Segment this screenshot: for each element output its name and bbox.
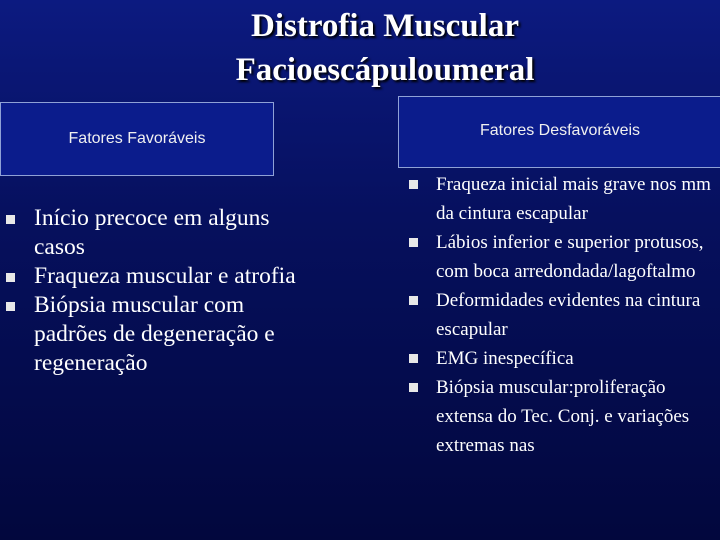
unfavorable-factors-header-label: Fatores Desfavoráveis <box>479 122 641 139</box>
list-item <box>34 262 314 291</box>
unfavorable-factors-header <box>398 96 720 168</box>
square-bullet-icon <box>409 354 418 363</box>
square-bullet-icon <box>409 383 418 392</box>
square-bullet-icon <box>409 238 418 247</box>
slide-title-line2: Facioescápuloumeral <box>235 52 535 88</box>
list-item <box>436 344 720 373</box>
list-item-text: Deformidades evidentes na cintura escapular <box>436 290 701 340</box>
list-item <box>436 373 720 460</box>
square-bullet-icon <box>6 215 15 224</box>
square-bullet-icon <box>409 296 418 305</box>
list-item-text: Biópsia muscular:proliferação extensa do Tec. Conj. e variações extremas nas <box>436 377 690 456</box>
favorable-factors-header-label: Fatores Favoráveis <box>68 130 206 147</box>
list-item <box>436 228 720 286</box>
list-item-text: EMG inespecífica <box>436 348 574 369</box>
square-bullet-icon <box>409 180 418 189</box>
list-item <box>436 286 720 344</box>
slide-title-line1: Distrofia Muscular <box>251 8 519 44</box>
favorable-factors-header <box>0 102 274 176</box>
list-item-text: Lábios inferior e superior protusos, com boca arredondada/lagoftalmo <box>436 232 704 282</box>
favorable-factors-list <box>34 204 314 378</box>
list-item <box>436 170 720 228</box>
list-item <box>34 204 314 262</box>
square-bullet-icon <box>6 273 15 282</box>
square-bullet-icon <box>6 302 15 311</box>
list-item-text: Biópsia muscular com padrões de degeneração e regeneração <box>34 292 275 376</box>
list-item-text: Fraqueza inicial mais grave nos mm da cintura escapular <box>436 174 711 224</box>
list-item <box>34 291 314 378</box>
slide-title <box>0 4 720 92</box>
list-item-text: Fraqueza muscular e atrofia <box>34 263 296 289</box>
list-item-text: Início precoce em alguns casos <box>34 205 270 260</box>
unfavorable-factors-list <box>436 170 720 460</box>
